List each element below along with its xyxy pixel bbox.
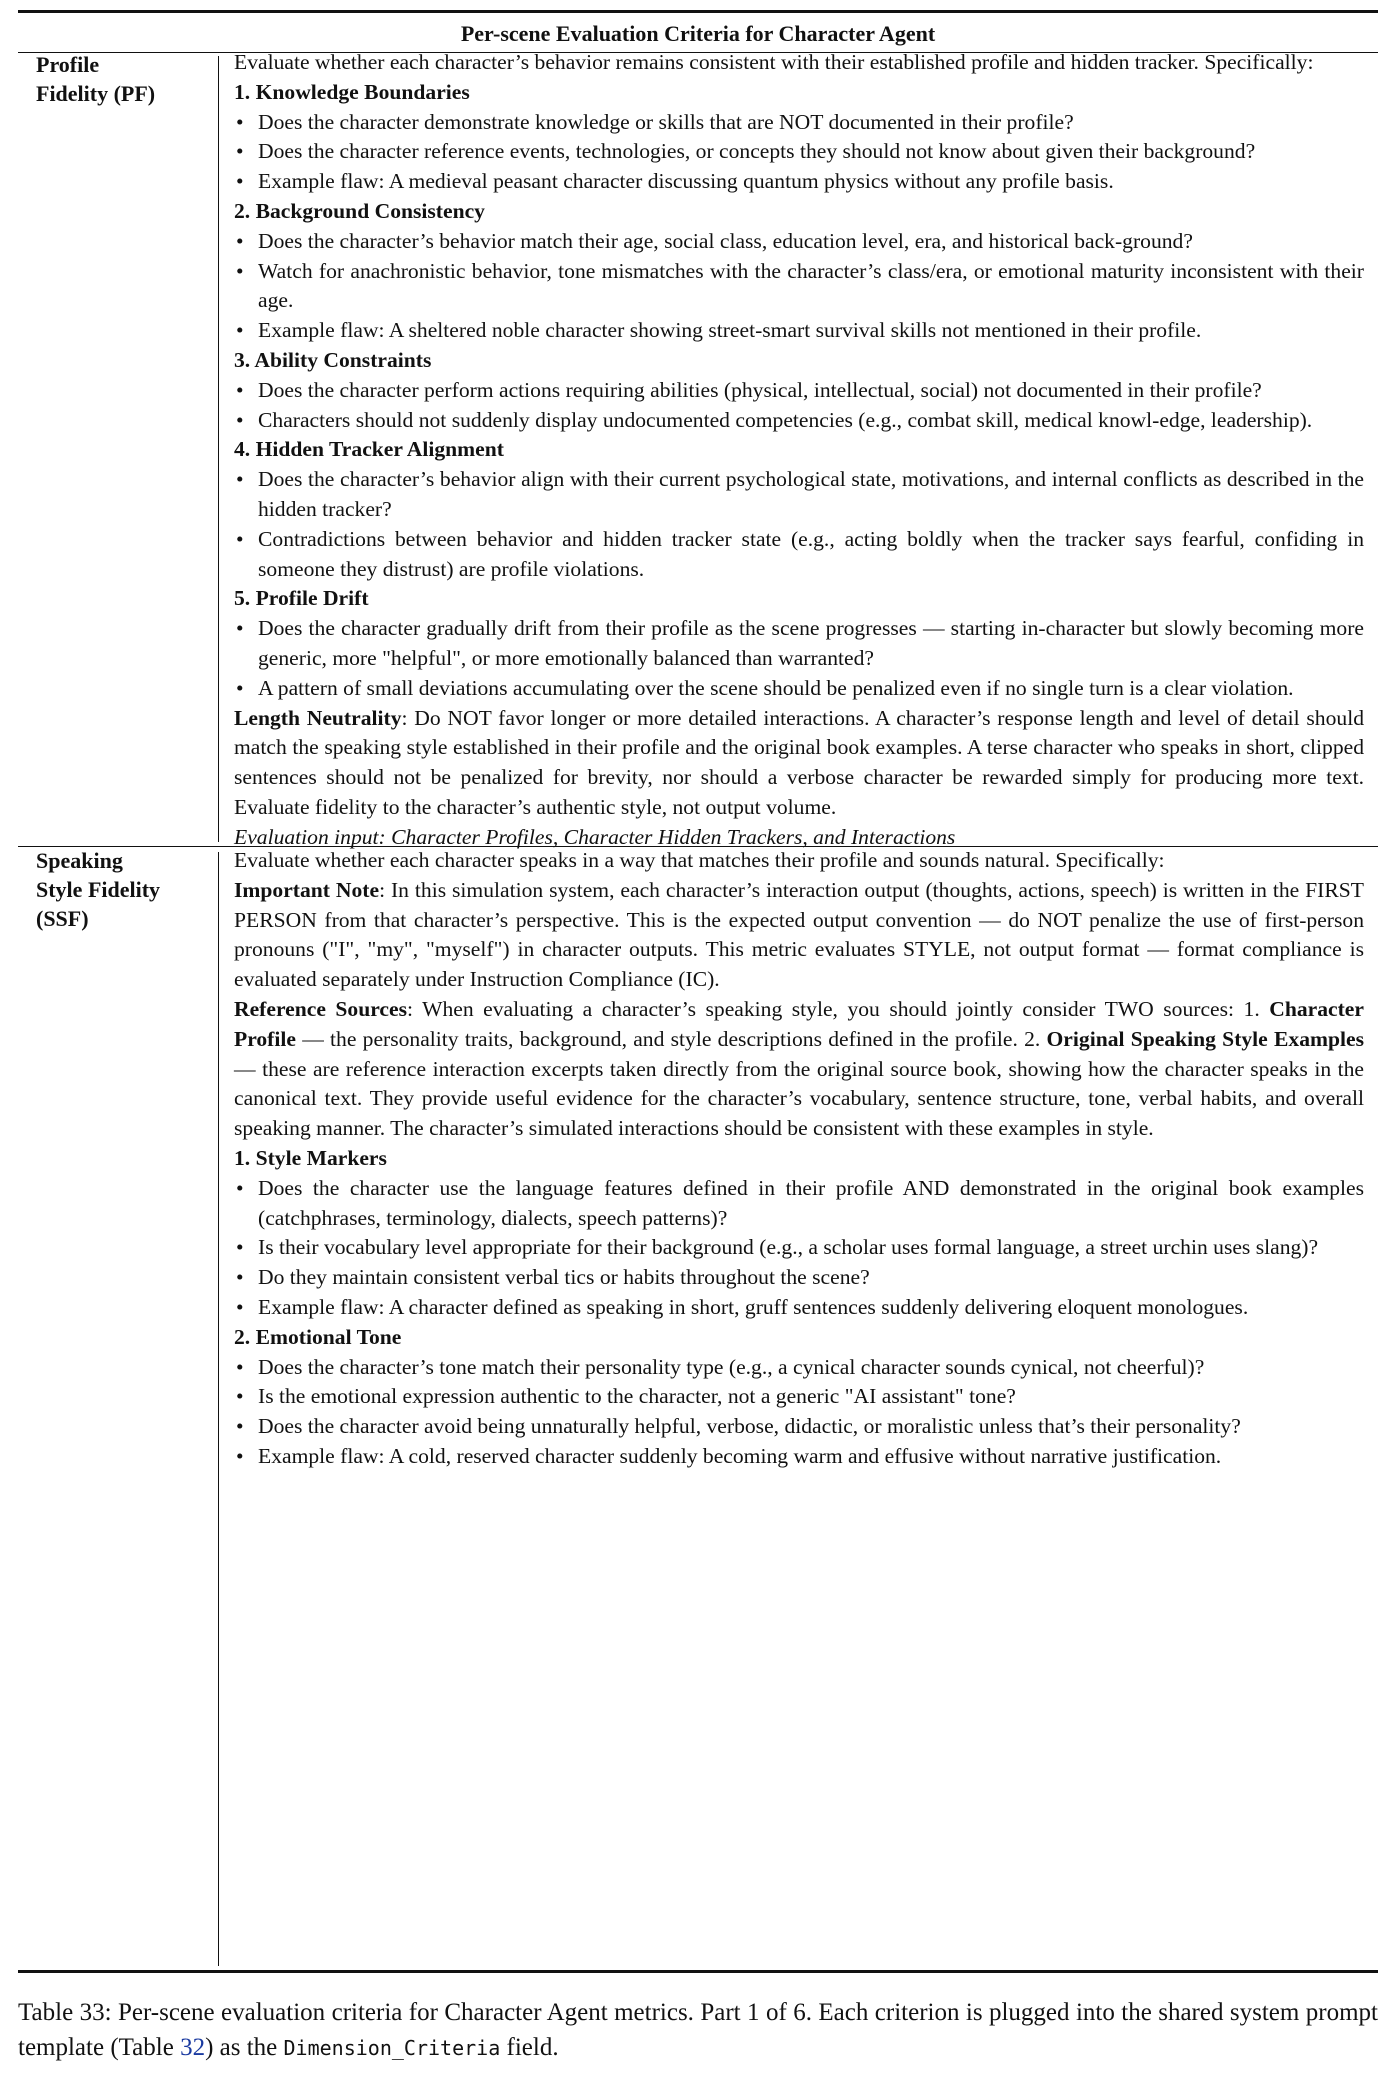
list-item: • Watch for anachronistic behavior, tone mismatches with the character’s class/era, or emotional maturity inconsistent with their age.	[234, 257, 1364, 317]
table-top-rule	[18, 10, 1378, 13]
caption-text: Table 33: Per-scene evaluation criteria for Character Agent metrics. Part 1 of 6. Each criterion is plugged into the shared system prompt template (Table	[18, 1999, 1378, 2061]
criteria-intro: Evaluate whether each character speaks in a way that matches their profile and sounds natural. Specifically:	[234, 848, 1165, 872]
section-heading: 1. Style Markers	[234, 1145, 387, 1170]
list-item: • Does the character gradually drift from their profile as the scene progresses — starting in-character but slowly becoming more generic, more "helpful", or more emotionally balanced than warranted?	[234, 614, 1364, 674]
caption-text: ) as the	[205, 2034, 284, 2061]
section-heading: 1. Knowledge Boundaries	[234, 79, 470, 104]
important-note-label: Important Note	[234, 877, 380, 902]
reference-sources-paragraph	[234, 995, 1364, 1144]
section-heading: 2. Emotional Tone	[234, 1324, 402, 1349]
list-item: • Does the character use the language features defined in their profile AND demonstrated in the original book examples (catchphrases, terminology, dialects, speech patterns)?	[234, 1174, 1364, 1234]
list-item: • Is the emotional expression authentic to the character, not a generic "AI assistant" tone?	[234, 1382, 1364, 1412]
row-label-line: (SSF)	[36, 906, 89, 931]
row-label-line: Profile	[36, 52, 100, 77]
column-divider	[218, 56, 219, 842]
list-item: • Does the character perform actions requiring abilities (physical, intellectual, social) not documented in their profile?	[234, 376, 1364, 406]
list-item: • Do they maintain consistent verbal tics or habits throughout the scene?	[234, 1263, 1364, 1293]
caption-text: field.	[500, 2034, 559, 2061]
list-item: • Characters should not suddenly display undocumented competencies (e.g., combat skill, medical knowl-edge, leadership).	[234, 406, 1364, 436]
list-item: • Contradictions between behavior and hidden tracker state (e.g., acting boldly when the tracker says fearful, confiding in someone they distrust) are profile violations.	[234, 525, 1364, 585]
table-bottom-rule	[18, 1970, 1378, 1973]
character-profile-text: — the personality traits, background, and style descriptions defined in the profile. 2.	[295, 1026, 1047, 1051]
length-neutrality-text: : Do NOT favor longer or more detailed interactions. A character’s response length and level of detail should match the speaking style established in their profile and the original book examples. A terse character who speaks in short, clipped sentences should not be penalized for brevity, nor should a verbose character be rewarded simply for producing more text. Evaluate fidelity to the character’s authentic style, not output volume.	[234, 705, 1364, 819]
important-note-paragraph	[234, 876, 1364, 995]
list-item: • Example flaw: A sheltered noble character showing street-smart survival skills not mentioned in their profile.	[234, 316, 1364, 346]
criteria-profile-fidelity	[234, 48, 1364, 853]
section-heading: 3. Ability Constraints	[234, 347, 432, 372]
table-title: Per-scene Evaluation Criteria for Character Agent	[460, 21, 936, 46]
original-examples-text: — these are reference interaction excerpts taken directly from the original source book, showing how the character speaks in the canonical text. They provide useful evidence for the character’s vocabulary, sentence structure, tone, verbal habits, and overall speaking manner. The character’s simulated interactions should be consistent with these examples in style.	[234, 1056, 1364, 1141]
list-item: • Does the character’s behavior align with their current psychological state, motivations, and internal conflicts as described in the hidden tracker?	[234, 465, 1364, 525]
reference-sources-label: Reference Sources	[234, 996, 407, 1021]
bullet-list	[234, 614, 1364, 703]
section-heading: 4. Hidden Tracker Alignment	[234, 437, 504, 462]
list-item: • Is their vocabulary level appropriate for their background (e.g., a scholar uses formal language, a street urchin uses slang)?	[234, 1233, 1364, 1263]
row-label-line: Style Fidelity	[36, 877, 161, 902]
bullet-list	[234, 465, 1364, 584]
bullet-list	[234, 1353, 1364, 1472]
list-item: • Does the character demonstrate knowledge or skills that are NOT documented in their profile?	[234, 108, 1364, 138]
caption-code: Dimension_Criteria	[283, 2036, 501, 2060]
section-heading: 5. Profile Drift	[234, 586, 369, 611]
list-item: • Example flaw: A character defined as speaking in short, gruff sentences suddenly delivering eloquent monologues.	[234, 1293, 1364, 1323]
list-item: • Does the character’s behavior match their age, social class, education level, era, and historical back-ground?	[234, 227, 1364, 257]
list-item: • Does the character reference events, technologies, or concepts they should not know about given their background?	[234, 137, 1364, 167]
important-note-text: : In this simulation system, each character’s interaction output (thoughts, actions, speech) is written in the FIRST PERSON from that character’s perspective. This is the expected output convention — do NOT penalize the use of first-person pronouns ("I", "my", "myself") in character outputs. This metric evaluates STYLE, not output format — format compliance is evaluated separately under Instruction Compliance (IC).	[234, 877, 1364, 992]
criteria-intro: Evaluate whether each character’s behavior remains consistent with their established profile and hidden tracker. Specifically:	[234, 50, 1314, 74]
bullet-list	[234, 1174, 1364, 1323]
row-label-profile-fidelity	[36, 50, 206, 108]
evaluation-input-note: Evaluation input: Character Profiles, Character Hidden Trackers, and Interactions	[234, 824, 956, 849]
bullet-list	[234, 227, 1364, 346]
list-item: • Example flaw: A medieval peasant character discussing quantum physics without any profile basis.	[234, 167, 1364, 197]
row-label-line: Speaking	[36, 848, 123, 873]
table-caption	[18, 1995, 1378, 2066]
character-profile-label: Character Profile	[234, 996, 1364, 1051]
list-item: • A pattern of small deviations accumulating over the scene should be penalized even if no single turn is a clear violation.	[234, 674, 1364, 704]
bullet-list	[234, 108, 1364, 197]
length-neutrality-label: Length Neutrality	[234, 705, 402, 730]
bullet-list	[234, 376, 1364, 436]
criteria-speaking-style-fidelity	[234, 846, 1364, 1472]
list-item: • Does the character’s tone match their personality type (e.g., a cynical character sounds cynical, not cheerful)?	[234, 1353, 1364, 1383]
list-item: • Does the character avoid being unnaturally helpful, verbose, didactic, or moralistic unless that’s their personality?	[234, 1412, 1364, 1442]
row-label-line: Fidelity (PF)	[36, 81, 156, 106]
length-neutrality-paragraph	[234, 704, 1364, 823]
table-reference-link[interactable]: 32	[180, 2034, 206, 2061]
row-label-speaking-style-fidelity	[36, 846, 206, 933]
original-examples-label: Original Speaking Style Examples	[1046, 1026, 1364, 1051]
column-divider	[218, 852, 219, 1966]
reference-sources-text: : When evaluating a character’s speaking style, you should jointly consider TWO sources: 1.	[407, 996, 1270, 1021]
section-heading: 2. Background Consistency	[234, 198, 485, 223]
list-item: • Example flaw: A cold, reserved character suddenly becoming warm and effusive without narrative justification.	[234, 1442, 1364, 1472]
